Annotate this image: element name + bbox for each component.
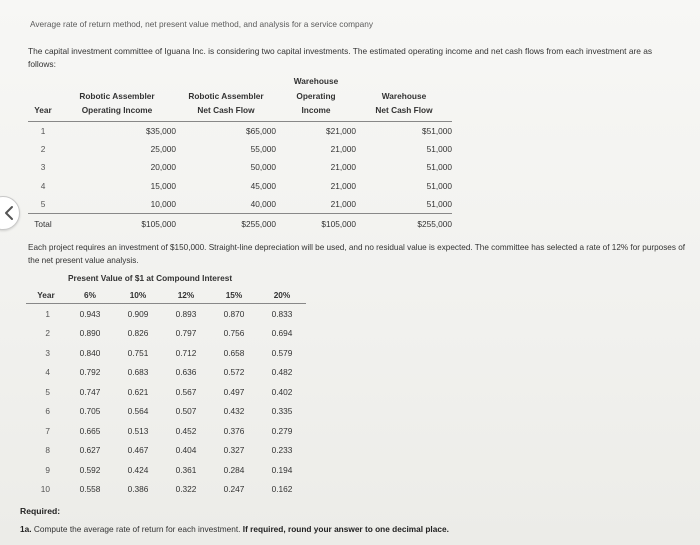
- total-wh-income: $105,000: [276, 214, 356, 233]
- pv-cell-factor: 0.452: [175, 425, 197, 436]
- pv-table-row: [26, 402, 306, 422]
- pv-cell-factor: 0.558: [79, 484, 101, 495]
- cell-ra-cash: 45,000: [250, 180, 276, 191]
- question-1a: [20, 524, 449, 534]
- cell-wh-cash: 51,000: [426, 180, 452, 191]
- pv-cell-factor: 0.279: [271, 425, 293, 436]
- pv-cell-factor: 0.322: [175, 484, 197, 495]
- cell-ra-income: 25,000: [150, 144, 176, 155]
- pv-header-20: 20%: [258, 287, 306, 304]
- cell-wh-cash: 51,000: [426, 162, 452, 173]
- pv-cell-factor: 0.402: [271, 386, 293, 397]
- investment-table-header: [28, 74, 452, 121]
- pv-table-row: [26, 304, 306, 324]
- total-ra-income: $105,000: [58, 214, 176, 233]
- pv-cell-factor: 0.247: [223, 484, 245, 495]
- chevron-left-icon: [3, 205, 15, 221]
- pv-cell-factor: 0.756: [223, 328, 245, 339]
- pv-cell-factor: 0.909: [127, 308, 149, 319]
- pv-table-header: [26, 287, 306, 304]
- cell-year: 2: [40, 144, 46, 155]
- pv-cell-year: 5: [45, 386, 50, 397]
- cell-wh-cash: 51,000: [426, 199, 452, 210]
- pv-header-10: 10%: [114, 287, 162, 304]
- pv-cell-factor: 0.233: [271, 445, 293, 456]
- cell-ra-cash: $65,000: [246, 125, 276, 136]
- pv-table-row: [26, 382, 306, 402]
- question-number: 1a.: [20, 524, 32, 534]
- pv-cell-factor: 0.840: [79, 347, 101, 358]
- cell-wh-income: 21,000: [330, 180, 356, 191]
- pv-cell-factor: 0.564: [127, 406, 149, 417]
- cell-wh-cash: $51,000: [422, 125, 452, 136]
- pv-cell-factor: 0.943: [79, 308, 101, 319]
- header-ra-cash-line1: Robotic Assembler: [188, 90, 264, 101]
- pv-cell-year: 3: [45, 347, 50, 358]
- cell-ra-cash: 55,000: [250, 144, 276, 155]
- cell-wh-income: 21,000: [330, 144, 356, 155]
- present-value-table: [26, 287, 306, 499]
- pv-cell-factor: 0.870: [223, 308, 245, 319]
- pv-cell-factor: 0.194: [271, 464, 293, 475]
- header-wh-income-line1: Warehouse: [293, 76, 339, 86]
- pv-table-row: [26, 421, 306, 441]
- header-wh-income-line2: Operating: [296, 90, 336, 101]
- cell-wh-income: 21,000: [330, 199, 356, 210]
- pv-cell-factor: 0.747: [79, 386, 101, 397]
- header-wh-income-line3: Income: [301, 105, 331, 115]
- table-row: [28, 140, 452, 158]
- investment-table: [28, 74, 452, 233]
- header-wh-cash: [356, 74, 452, 121]
- pv-cell-factor: 0.482: [271, 367, 293, 378]
- header-ra-income: [58, 74, 176, 121]
- pv-cell-factor: 0.386: [127, 484, 149, 495]
- pv-cell-factor: 0.507: [175, 406, 197, 417]
- pv-cell-factor: 0.797: [175, 328, 197, 339]
- pv-cell-factor: 0.376: [223, 425, 245, 436]
- total-row: [28, 214, 452, 233]
- table-row: [28, 195, 452, 214]
- cell-ra-income: 20,000: [150, 162, 176, 173]
- total-ra-cash: $255,000: [176, 214, 276, 233]
- pv-cell-year: 10: [40, 484, 50, 495]
- cell-year: 5: [40, 199, 46, 210]
- cell-ra-income: 15,000: [150, 180, 176, 191]
- pv-table-row: [26, 363, 306, 383]
- header-ra-cash: [176, 74, 276, 121]
- header-wh-income: [276, 74, 356, 121]
- pv-cell-factor: 0.513: [127, 425, 149, 436]
- pv-cell-factor: 0.567: [175, 386, 197, 397]
- table-row: [28, 177, 452, 195]
- pv-cell-factor: 0.404: [175, 445, 197, 456]
- pv-cell-factor: 0.792: [79, 367, 101, 378]
- cell-ra-income: $35,000: [146, 125, 176, 136]
- cell-wh-income: 21,000: [330, 162, 356, 173]
- pv-cell-factor: 0.636: [175, 367, 197, 378]
- question-text: Compute the average rate of return for each investment.: [33, 524, 241, 534]
- pv-cell-factor: 0.705: [79, 406, 101, 417]
- pv-cell-factor: 0.284: [223, 464, 245, 475]
- pv-cell-factor: 0.627: [79, 445, 101, 456]
- pv-cell-factor: 0.467: [127, 445, 149, 456]
- cell-ra-cash: 40,000: [250, 199, 276, 210]
- cell-wh-income: $21,000: [326, 125, 356, 136]
- pv-table-title: Present Value of $1 at Compound Interest: [68, 273, 233, 283]
- pv-cell-factor: 0.579: [271, 347, 293, 358]
- pv-table-body: [26, 304, 306, 500]
- pv-cell-factor: 0.572: [223, 367, 245, 378]
- pv-cell-factor: 0.162: [271, 484, 293, 495]
- intro-paragraph: The capital investment committee of Iguana Inc. is considering two capital investments. The estimated operating income and net cash flows from each investment are as follows:: [28, 46, 653, 69]
- cell-ra-cash: 50,000: [250, 162, 276, 173]
- investment-note: Each project requires an investment of $150,000. Straight-line depreciation will be used, and no residual value is expected. The committee has selected a rate of 12% for purposes of the net present value analysis.: [28, 243, 686, 265]
- header-wh-cash-line1: Warehouse: [381, 90, 427, 101]
- pv-cell-factor: 0.658: [223, 347, 245, 358]
- pv-cell-factor: 0.890: [79, 328, 101, 339]
- pv-cell-year: 6: [45, 406, 50, 417]
- cell-year: 4: [40, 180, 46, 191]
- table-row: [28, 158, 452, 176]
- pv-cell-factor: 0.893: [175, 308, 197, 319]
- pv-cell-factor: 0.665: [79, 425, 101, 436]
- pv-table-row: [26, 343, 306, 363]
- pv-cell-factor: 0.712: [175, 347, 197, 358]
- pv-cell-year: 8: [45, 445, 50, 456]
- pv-cell-factor: 0.826: [127, 328, 149, 339]
- pv-cell-factor: 0.683: [127, 367, 149, 378]
- pv-cell-year: 7: [45, 425, 50, 436]
- pv-cell-year: 9: [45, 464, 50, 475]
- total-label: Total: [28, 214, 58, 233]
- header-ra-income-line2: Operating Income: [81, 105, 153, 115]
- pv-table-row: [26, 460, 306, 480]
- cell-ra-income: 10,000: [150, 199, 176, 210]
- header-ra-cash-line2: Net Cash Flow: [197, 105, 255, 115]
- pv-cell-factor: 0.335: [271, 406, 293, 417]
- header-wh-cash-line2: Net Cash Flow: [375, 105, 433, 115]
- pv-cell-factor: 0.327: [223, 445, 245, 456]
- pv-cell-factor: 0.424: [127, 464, 149, 475]
- problem-title: Average rate of return method, net present value method, and analysis for a service company: [30, 19, 373, 29]
- previous-button[interactable]: [0, 196, 20, 230]
- pv-table-row: [26, 324, 306, 344]
- pv-cell-factor: 0.833: [271, 308, 293, 319]
- pv-cell-factor: 0.361: [175, 464, 197, 475]
- pv-table-row: [26, 441, 306, 461]
- pv-cell-factor: 0.432: [223, 406, 245, 417]
- cell-wh-cash: 51,000: [426, 144, 452, 155]
- pv-cell-factor: 0.592: [79, 464, 101, 475]
- header-year: Year: [28, 74, 58, 121]
- pv-header-6: 6%: [66, 287, 114, 304]
- total-wh-cash: $255,000: [356, 214, 452, 233]
- question-emphasis: If required, round your answer to one decimal place.: [242, 524, 449, 534]
- pv-cell-year: 4: [45, 367, 50, 378]
- pv-header-year: Year: [26, 287, 66, 304]
- cell-year: 3: [40, 162, 46, 173]
- pv-cell-factor: 0.621: [127, 386, 149, 397]
- pv-cell-year: 1: [45, 308, 50, 319]
- pv-cell-factor: 0.497: [223, 386, 245, 397]
- pv-header-12: 12%: [162, 287, 210, 304]
- cell-year: 1: [40, 125, 46, 136]
- table-row: [28, 121, 452, 140]
- pv-header-15: 15%: [210, 287, 258, 304]
- pv-cell-factor: 0.751: [127, 347, 149, 358]
- required-label: Required:: [20, 506, 61, 516]
- header-ra-income-line1: Robotic Assembler: [79, 90, 155, 101]
- pv-cell-factor: 0.694: [271, 328, 293, 339]
- pv-table-row: [26, 480, 306, 500]
- pv-cell-year: 2: [45, 328, 50, 339]
